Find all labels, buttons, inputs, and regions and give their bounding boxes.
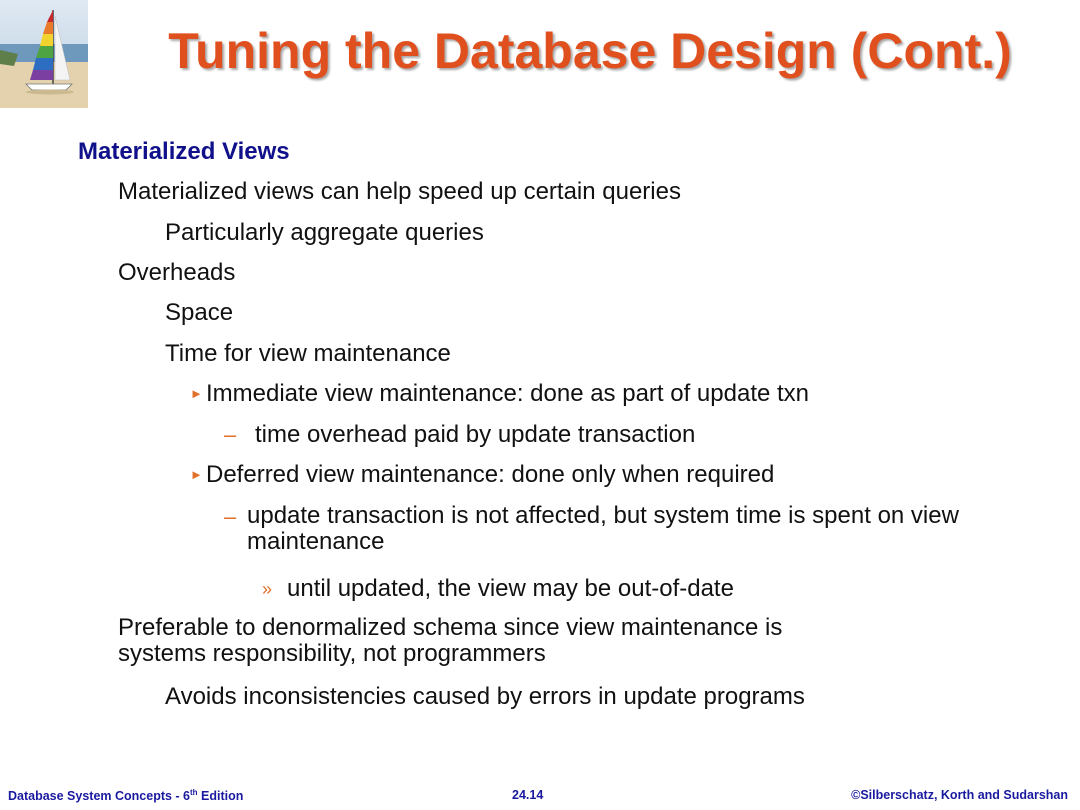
bullet-level5: until updated, the view may be out-of-date (287, 575, 734, 602)
bullet-level3: Immediate view maintenance: done as part of update txn (206, 380, 810, 407)
bullet-level4: time overhead paid by update transaction (255, 421, 696, 448)
dash-icon: – (224, 504, 237, 529)
bullet-level2: Time for view maintenance (165, 340, 451, 367)
footer-page-number: 24.14 (512, 788, 544, 802)
bullet-level3: Deferred view maintenance: done only when required (206, 461, 775, 488)
bullet-level2: Avoids inconsistencies caused by errors in update programs (165, 683, 805, 710)
section-heading: Materialized Views (78, 138, 290, 165)
triangle-right-icon: ► (190, 386, 203, 401)
footer-copyright: ©Silberschatz, Korth and Sudarshan (851, 788, 1068, 802)
bullet-level1: Materialized views can help speed up certain queries (118, 178, 681, 205)
bullet-level4: update transaction is not affected, but system time is spent on view maintenance (247, 502, 959, 555)
bullet-level2: Particularly aggregate queries (165, 219, 484, 246)
bullet-level1: Preferable to denormalized schema since view maintenance is systems responsibility, not programmers (118, 614, 783, 667)
bullet-level1: Overheads (118, 259, 236, 286)
triangle-right-icon: ► (190, 467, 203, 482)
footer-book-title: Database System Concepts - 6th Edition (8, 788, 244, 804)
dash-icon: – (224, 422, 237, 447)
double-chevron-icon: » (262, 579, 273, 599)
bullet-level2: Space (165, 299, 234, 326)
slide-title: Tuning the Database Design (Cont.) (168, 23, 1012, 79)
